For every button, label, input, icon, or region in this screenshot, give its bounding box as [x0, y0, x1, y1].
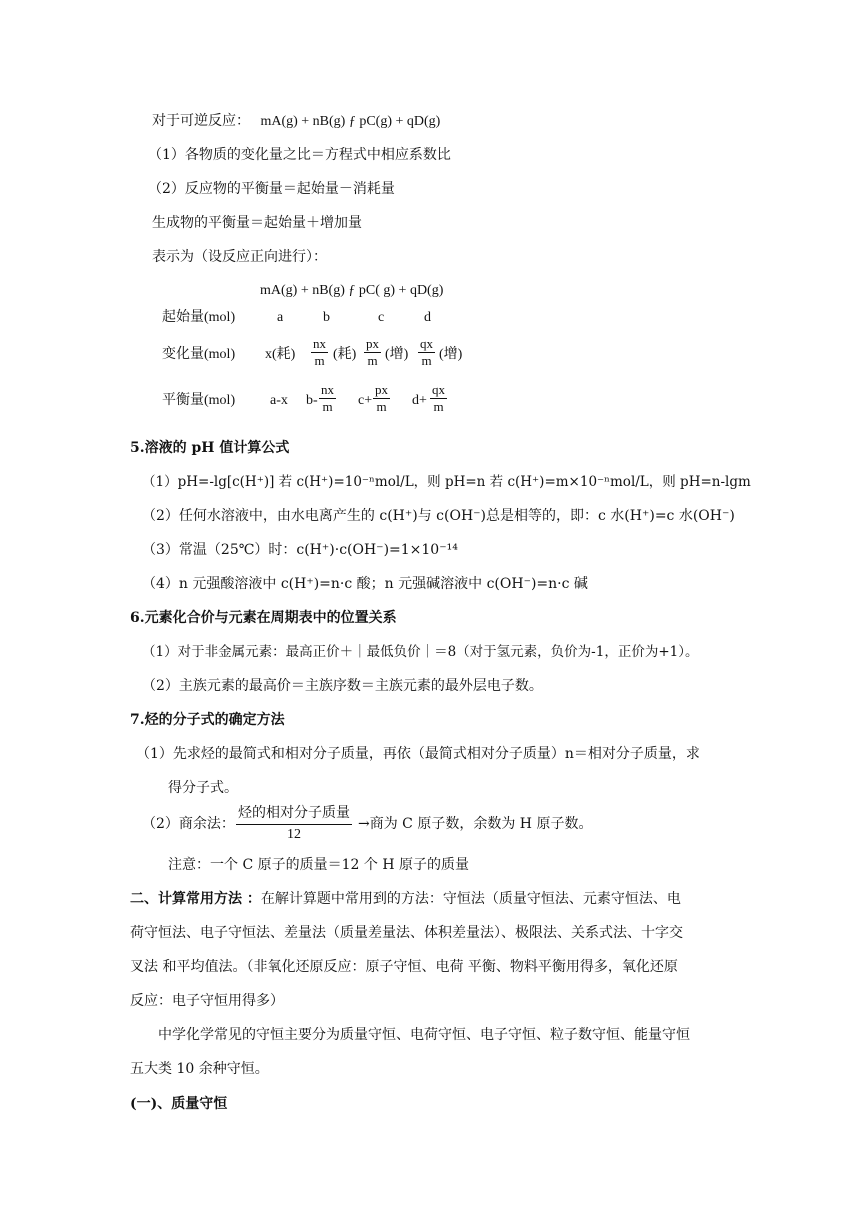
- eq-d: d+: [412, 393, 427, 408]
- reaction-intro: 对于可逆反应：: [152, 113, 250, 129]
- part-2-line-6: 五大类 10 余种守恒。: [130, 1061, 269, 1077]
- section-6-line-2: （2）主族元素的最高价＝主族序数＝主族元素的最外层电子数。: [142, 678, 543, 694]
- change-d-den: m: [421, 353, 432, 368]
- eq-d-den: m: [433, 399, 444, 414]
- section-7-line-2-prefix: （2）商余法：: [142, 816, 235, 832]
- change-c-fraction: [364, 336, 381, 369]
- section-5-heading: 5.溶液的 pH 值计算公式: [130, 440, 290, 456]
- change-c-den: m: [367, 353, 378, 368]
- section-7-line-1b: 得分子式。: [168, 780, 238, 796]
- change-b-fraction: [311, 336, 328, 369]
- change-a: x(耗): [265, 347, 296, 362]
- section-6-line-1: （1）对于非金属元素：最高正价＋｜最低负价｜＝8（对于氢元素，负价为-1，正价为+1）。: [142, 644, 699, 660]
- start-a: a: [277, 310, 284, 325]
- row-label-start: 起始量(mol): [162, 310, 236, 325]
- section-5-line-2: （2）任何水溶液中，由水电离产生的 c(H⁺)与 c(OH⁻)总是相等的，即：c 水(H⁺)=c 水(OH⁻): [142, 508, 735, 524]
- eq-b-fraction: [319, 382, 336, 415]
- eq-b-num: nx: [321, 382, 334, 397]
- eq-d-fraction: [430, 382, 447, 415]
- change-b-tag: (耗): [333, 347, 357, 362]
- section-5-line-1: （1）pH=-lg[c(H⁺)] 若 c(H⁺)=10⁻ⁿmol/L，则 pH=n 若 c(H⁺)=m×10⁻ⁿmol/L，则 pH=n-lgm: [142, 474, 751, 490]
- eq-d-num: qx: [432, 382, 445, 397]
- part-2-line-4: 反应：电子守恒用得多）: [130, 993, 284, 1009]
- change-d-fraction: [418, 336, 435, 369]
- change-d-num: qx: [420, 336, 433, 351]
- section-6-heading: 6.元素化合价与元素在周期表中的位置关系: [130, 610, 397, 626]
- part-2-text-1: 在解计算题中常用到的方法：守恒法（质量守恒法、元素守恒法、电: [260, 891, 681, 907]
- eq-c: c+: [358, 393, 373, 408]
- section-7-line-2-suffix: →商为 C 原子数，余数为 H 原子数。: [358, 816, 593, 832]
- mass-conservation-heading: (一)、质量守恒: [130, 1096, 228, 1112]
- section-5-line-4: （4）n 元强酸溶液中 c(H⁺)=n·c 酸；n 元强碱溶液中 c(OH⁻)=n·c 碱: [142, 576, 588, 592]
- reaction-equation: mA(g) + nB(g) ƒ pC(g) + qD(g): [260, 114, 441, 129]
- start-c: c: [378, 310, 385, 325]
- eq-c-fraction: [373, 382, 390, 415]
- change-b-den: m: [314, 353, 325, 368]
- quotient-fraction: [236, 804, 352, 845]
- table-equation: mA(g) + nB(g) ƒ pC( g) + qD(g): [260, 283, 444, 298]
- eq-b-den: m: [322, 399, 333, 414]
- part-2-line-3: 叉法 和平均值法。（非氧化还原反应：原子守恒、电荷 平衡、物料平衡用得多，氧化还原: [130, 959, 678, 975]
- section-7-line-1a: （1）先求烃的最简式和相对分子质量，再依（最简式相对分子质量）n＝相对分子质量，求: [136, 746, 700, 762]
- row-label-equilibrium: 平衡量(mol): [162, 393, 236, 408]
- start-b: b: [323, 310, 330, 325]
- part-2-line-2: 荷守恒法、电子守恒法、差量法（质量差量法、体积差量法）、极限法、关系式法、十字交: [130, 925, 683, 941]
- rule-1: （1）各物质的变化量之比＝方程式中相应系数比: [148, 147, 451, 163]
- rule-3: 生成物的平衡量＝起始量＋增加量: [152, 215, 362, 231]
- eq-c-den: m: [376, 399, 387, 414]
- start-d: d: [424, 310, 431, 325]
- eq-a: a-x: [270, 393, 288, 408]
- part-2-line-1: [130, 889, 681, 909]
- change-c-num: px: [366, 336, 379, 351]
- rule-4: 表示为（设反应正向进行）：: [152, 249, 327, 265]
- eq-c-num: px: [375, 382, 388, 397]
- quotient-den: 12: [287, 827, 301, 842]
- eq-b: b-: [306, 393, 318, 408]
- change-b-num: nx: [313, 336, 326, 351]
- change-c-tag: (增): [385, 347, 409, 362]
- section-7-note: 注意：一个 C 原子的质量＝12 个 H 原子的质量: [168, 857, 469, 873]
- rule-2: （2）反应物的平衡量＝起始量－消耗量: [148, 181, 395, 197]
- row-label-change: 变化量(mol): [162, 347, 236, 362]
- reaction-intro-line: [152, 111, 440, 132]
- part-2-heading: 二、计算常用方法 ：: [130, 891, 261, 907]
- part-2-line-5: 中学化学常见的守恒主要分为质量守恒、电荷守恒、电子守恒、粒子数守恒、能量守恒: [158, 1027, 690, 1043]
- section-7-heading: 7.烃的分子式的确定方法: [130, 712, 285, 728]
- change-d-tag: (增): [439, 347, 463, 362]
- quotient-num: 烃的相对分子质量: [236, 804, 352, 825]
- section-5-line-3: （3）常温（25℃）时：c(H⁺)·c(OH⁻)=1×10⁻¹⁴: [142, 542, 458, 558]
